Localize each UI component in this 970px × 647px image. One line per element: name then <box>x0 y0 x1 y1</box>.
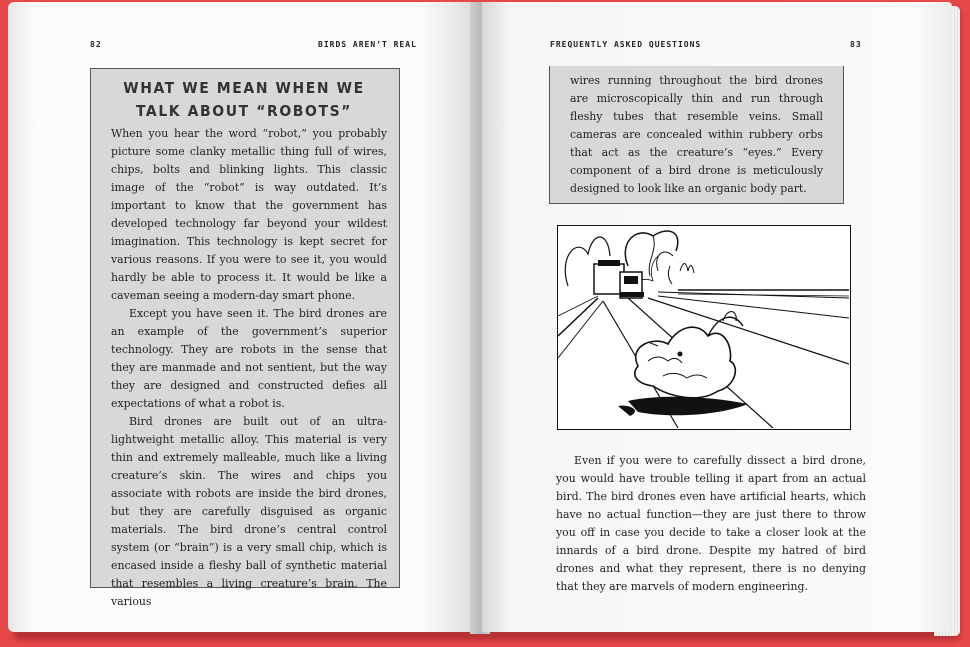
sidebar-continuation-text: wires running throughout the bird drones are microscopically thin and run through fleshy tubes that resemble veins. Small cameras are concealed within rubbery orbs that act as the creature’s “eyes.” Every component of a bird drone is meticulously designed to look like an organic body part. <box>570 74 823 195</box>
sidebar-paragraph-3: Bird drones are built out of an ultra-lightweight metallic alloy. This material is very thin and extremely malleable, much like a living creature’s skin. The wires and chips you associate with robots are inside the bird drones, but they are carefully disguised as organic materials. The bird drone’s central control system (or “brain”) is a very small chip, which is encased inside a fleshy ball of synthetic material that resembles a living creature’s brain. The various <box>111 415 387 608</box>
sidebar-continuation <box>549 66 844 204</box>
body-paragraph: Even if you were to carefully dissect a bird drone, you would have trouble telling it apart from an actual bird. The bird drones even have artificial hearts, which have no actual function—they are just there to throw you off in case you decide to take a closer look at the innards of a bird drone. Despite my hatred of bird drones and what they represent, there is no denying that they are marvels of modern engineering. <box>556 454 866 593</box>
left-running-head: BIRDS AREN’T REAL <box>318 40 417 49</box>
sidebar-title: WHAT WE MEAN WHEN WE TALK ABOUT “ROBOTS” <box>123 79 365 120</box>
sidebar-paragraph-2: Except you have seen it. The bird drones are an example of the government’s superior technology. They are robots in the sense that they are manmade and not sentient, but the way they are designed and constructed defies all expectations of what a robot is. <box>111 307 387 410</box>
truck-and-dead-bird-illustration <box>557 225 851 430</box>
sidebar-paragraph-1: When you hear the word “robot,” you probably picture some clanky metallic thing full of wires, chips, bolts and blinking lights. This classic image of the “robot” is way outdated. It’s important to know that the government has developed technology far beyond your wildest imagination. This technology is kept secret for various reasons. If you were to see it, you would hardly be able to process it. It would be like a caveman seeing a modern-day smart phone. <box>111 127 387 302</box>
right-page-number: 83 <box>850 40 862 49</box>
left-page <box>8 2 478 632</box>
robots-sidebar <box>90 68 400 608</box>
right-running-head: FREQUENTLY ASKED QUESTIONS <box>550 40 702 49</box>
left-page-number: 82 <box>90 40 102 49</box>
